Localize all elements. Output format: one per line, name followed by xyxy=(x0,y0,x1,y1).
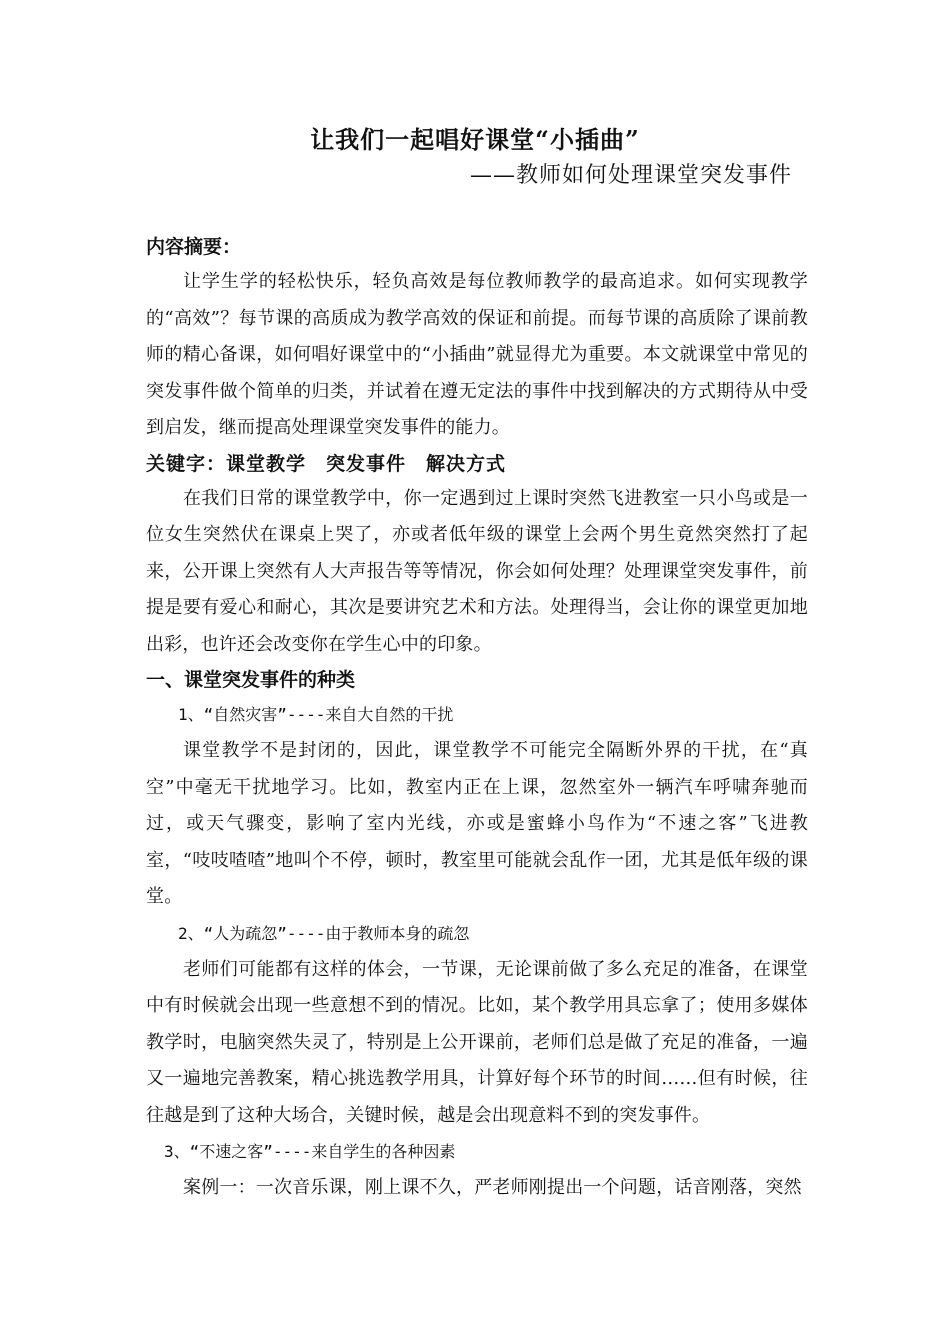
abstract-heading: 内容摘要： xyxy=(146,236,242,258)
keywords-line: 关键字：课堂教学 突发事件 解决方式 xyxy=(146,452,507,475)
subsection-title-2: 2、“人为疏忽”----由于教师本身的疏忽 xyxy=(178,923,470,943)
subsection-title-3: 3、“不速之客”----来自学生的各种因素 xyxy=(164,1142,456,1161)
subsection-paragraph-3: 案例一：一次音乐课，刚上课不久，严老师刚提出一个问题，话音刚落，突然 xyxy=(183,1177,802,1198)
document-title: 让我们一起唱好课堂“小插曲” xyxy=(310,125,640,154)
subsection-paragraph-1: 课堂教学不是封闭的，因此，课堂教学不可能完全隔断外界的干扰，在“真空”中毫无干扰地学习。比如，教室内正在上课，忽然室外一辆汽车呼啸奔驰而过，或天气骤变，影响了室内光线，亦或是蜜蜂小鸟作为“不速之客”飞进教室，“吱吱喳喳”地叫个不停，顿时，教室里可能就会乱作一团，尤其是低年级的课堂。 xyxy=(146,740,808,907)
subsection-title-1: 1、“自然灾害”----来自大自然的干扰 xyxy=(178,705,454,724)
abstract-paragraph: 让学生学的轻松快乐，轻负高效是每位教师教学的最高追求。如何实现教学的“高效”？每节课的高质成为教学高效的保证和前提。而每节课的高质除了课前教师的精心备课，如何唱好课堂中的“小插曲”就显得尤为重要。本文就课堂中常见的突发事件做个简单的归类，并试着在遵无定法的事件中找到解决的方式期待从中受到启发，继而提高处理课堂突发事件的能力。 xyxy=(146,271,808,438)
intro-paragraph: 在我们日常的课堂教学中，你一定遇到过上课时突然飞进教室一只小鸟或是一位女生突然伏在课桌上哭了，亦或者低年级的课堂上会两个男生竟然突然打了起来，公开课上突然有人大声报告等等情况，你会如何处理？处理课堂突发事件，前提是要有爱心和耐心，其次是要讲究艺术和方法。处理得当，会让你的课堂更加地出彩，也许还会改变你在学生心中的印象。 xyxy=(146,487,808,655)
subsection-paragraph-2: 老师们可能都有这样的体会，一节课，无论课前做了多么充足的准备，在课堂中有时候就会出现一些意想不到的情况。比如，某个教学用具忘拿了；使用多媒体教学时，电脑突然失灵了，特别是上公开课前，老师们总是做了充足的准备，一遍又一遍地完善教案，精心挑选教学用具，计算好每个环节的时间……但有时候，往往越是到了这种大场合，关键时候，越是会出现意料不到的突发事件。 xyxy=(146,958,808,1126)
document-subtitle: ——教师如何处理课堂突发事件 xyxy=(470,163,793,188)
document-body xyxy=(146,230,808,1207)
section-heading: 一、课堂突发事件的种类 xyxy=(146,669,356,691)
